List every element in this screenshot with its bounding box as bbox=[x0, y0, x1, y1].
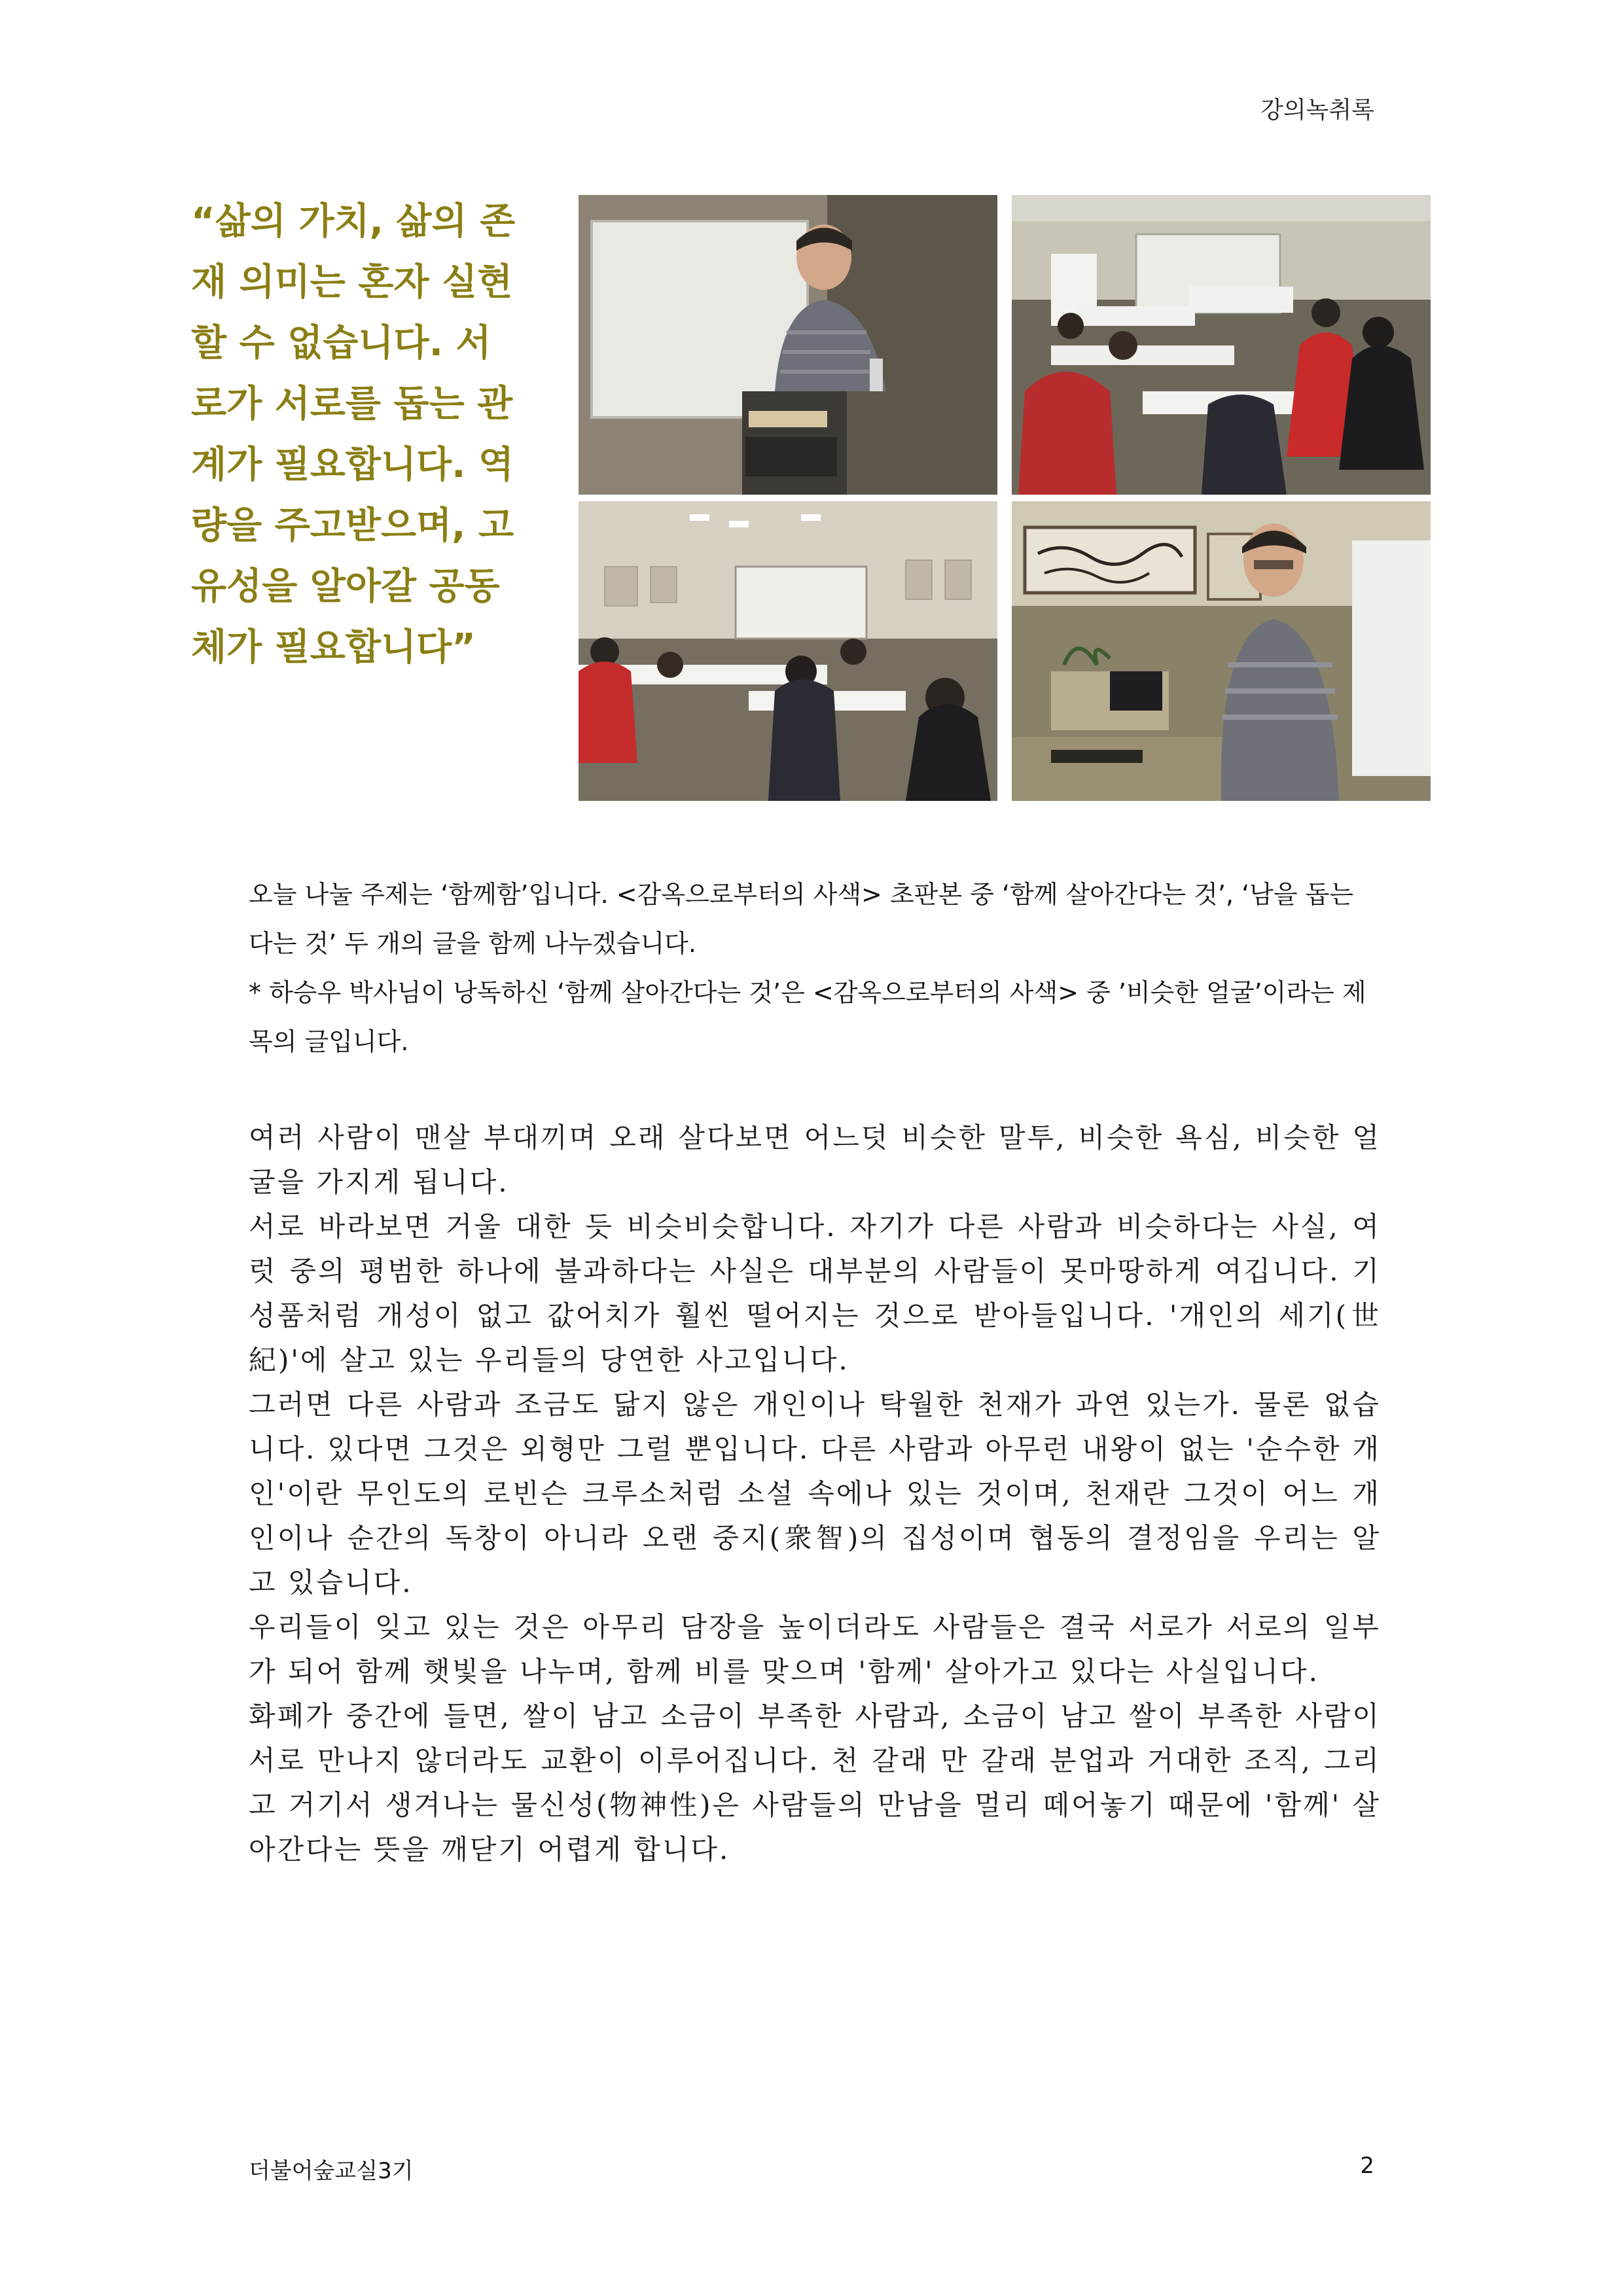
body-paragraph: 우리들이 잊고 있는 것은 아무리 담장을 높이더라도 사람들은 결국 서로가 서로의 일부가 되어 함께 햇빛을 나누며, 함께 비를 맞으며 '함께' 살아가고 있다는 사실입니다. bbox=[249, 1611, 1381, 1687]
pull-quote-line: “삶의 가치, 삶의 존 bbox=[191, 200, 516, 243]
intro-text bbox=[249, 870, 1374, 1067]
body-text bbox=[249, 1116, 1381, 1872]
classroom-wide-photo bbox=[579, 501, 997, 801]
pull-quote-line: 량을 주고받으며, 고 bbox=[191, 504, 514, 547]
lecturer-standing-photo bbox=[1012, 501, 1431, 801]
pull-quote-line: 로가 서로를 돕는 관 bbox=[191, 383, 513, 425]
intro-paragraph: * 하승우 박사님이 낭독하신 ‘함께 살아간다는 것’은 <감옥으로부터의 사색> 중 ’비슷한 얼굴’이라는 제목의 글입니다. bbox=[249, 978, 1366, 1056]
pull-quote-line: 계가 필요합니다. 역 bbox=[191, 444, 514, 486]
body-paragraph: 화폐가 중간에 들면, 쌀이 남고 소금이 부족한 사람과, 소금이 남고 쌀이 부족한 사람이 서로 만나지 않더라도 교환이 이루어집니다. 천 갈래 만 갈래 분업과 거대한 조직, 그리고 거기서 생겨나는 물신성(物神性)은 사람들의 만남을 멀리 떼어놓기 때문에 '함께' 살아간다는 뜻을 깨닫기 어렵게 합니다. bbox=[249, 1700, 1381, 1865]
body-paragraph: 서로 바라보면 거울 대한 듯 비슷비슷합니다. 자기가 다른 사람과 비슷하다는 사실, 여럿 중의 평범한 하나에 불과하다는 사실은 대부분의 사람들이 못마땅하게 여깁니다. 기성품처럼 개성이 없고 값어치가 훨씬 떨어지는 것으로 받아들입니다. '개인의 세기(世紀)'에 살고 있는 우리들의 당연한 사고입니다. bbox=[249, 1210, 1381, 1376]
lecturer-at-podium-photo bbox=[579, 195, 997, 495]
pull-quote bbox=[191, 191, 558, 678]
page-number: 2 bbox=[1360, 2153, 1374, 2179]
pull-quote-line: 체가 필요합니다” bbox=[191, 626, 476, 669]
footer-series-name: 더불어숲교실3기 bbox=[249, 2158, 414, 2184]
body-paragraph: 여러 사람이 맨살 부대끼며 오래 살다보면 어느덧 비슷한 말투, 비슷한 욕심, 비슷한 얼굴을 가지게 됩니다. bbox=[249, 1122, 1381, 1198]
classroom-audience-photo bbox=[1012, 195, 1431, 495]
pull-quote-line: 재 의미는 혼자 실현 bbox=[191, 261, 513, 304]
pull-quote-line: 할 수 없습니다. 서 bbox=[191, 322, 491, 364]
section-title: 강의녹취록 bbox=[1260, 97, 1374, 124]
photo-grid bbox=[579, 195, 1431, 804]
body-paragraph: 그러면 다른 사람과 조금도 닮지 않은 개인이나 탁월한 천재가 과연 있는가. 물론 없습니다. 있다면 그것은 외형만 그럴 뿐입니다. 다른 사람과 아무런 내왕이 없는 '순수한 개인'이란 무인도의 로빈슨 크루소처럼 소설 속에나 있는 것이며, 천재란 그것이 어느 개인이나 순간의 독창이 아니라 오랜 중지(衆智)의 집성이며 협동의 결정임을 우리는 알고 있습니다. bbox=[249, 1388, 1381, 1598]
intro-paragraph: 오늘 나눌 주제는 ‘함께함’입니다. <감옥으로부터의 사색> 초판본 중 ‘함께 살아간다는 것’, ‘남을 돕는다는 것’ 두 개의 글을 함께 나누겠습니다. bbox=[249, 880, 1354, 958]
pull-quote-line: 유성을 알아갈 공동 bbox=[191, 565, 500, 608]
